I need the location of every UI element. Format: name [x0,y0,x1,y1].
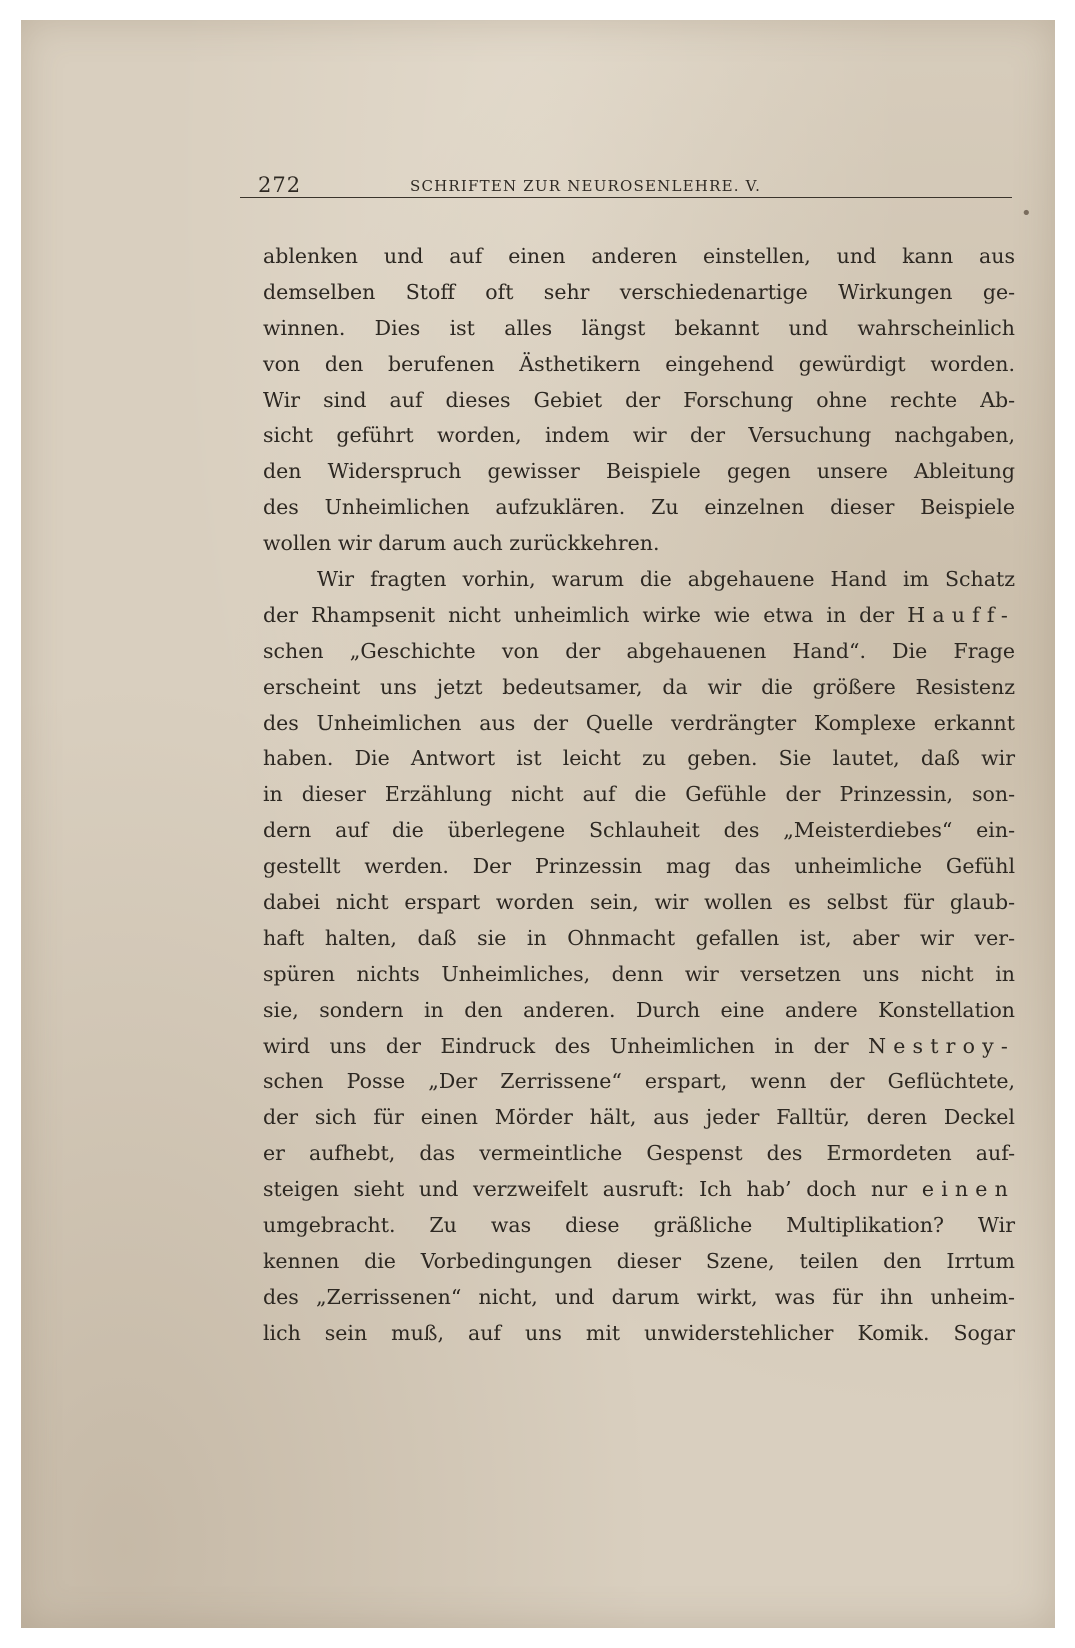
text-line: von den berufenen Ästhetikern eingehend gewürdigt worden. [263,351,1015,376]
text-line [263,598,1015,634]
text-line: den Widerspruch gewisser Beispiele gegen unsere Ableitung [263,459,1015,484]
text-line: sicht geführt worden, indem wir der Versuchung nachgaben, [263,423,1015,448]
body-text [263,239,1015,1352]
text-span: der Rhampsenit nicht unheimlich wirke wie etwa in der [263,602,908,627]
text-line: des Unheimlichen aus der Quelle verdrängter Komplexe erkannt [263,710,1015,735]
spaced-name: Nestroy- [868,1033,1015,1058]
page-header [240,153,1012,198]
text-line: schen „Geschichte von der abgehauenen Hand“. Die Frage [263,638,1015,663]
text-line: dabei nicht erspart worden sein, wir wollen es selbst für glaub- [263,890,1015,915]
text-line: kennen die Vorbedingungen dieser Szene, teilen den Irrtum [263,1248,1015,1273]
text-line: lich sein muß, auf uns mit unwiderstehlicher Komik. Sogar [263,1320,1015,1345]
spaced-word: einen [921,1177,1015,1202]
dot-mark: • [1021,203,1032,224]
text-line: erscheint uns jetzt bedeutsamer, da wir die größere Resistenz [263,674,1015,699]
text-line [263,1172,1015,1208]
text-line: dern auf die überlegene Schlauheit des „Meisterdiebes“ ein- [263,818,1015,843]
text-line: spüren nichts Unheimliches, denn wir versetzen uns nicht in [263,961,1015,986]
text-line: haben. Die Antwort ist leicht zu geben. Sie lautet, daß wir [263,746,1015,771]
text-line: in dieser Erzählung nicht auf die Gefühle der Prinzessin, son- [263,782,1015,807]
text-line: wollen wir darum auch zurückkehren. [263,531,660,556]
text-line: demselben Stoff oft sehr verschiedenartige Wirkungen ge- [263,279,1015,304]
text-line: gestellt werden. Der Prinzessin mag das unheimliche Gefühl [263,854,1015,879]
text-span: steigen sieht und verzweifelt ausruft: Ich hab’ doch nur [263,1177,908,1202]
text-line: Wir sind auf dieses Gebiet der Forschung ohne rechte Ab- [263,387,1015,412]
text-line: ablenken und auf einen anderen einstellen, und kann aus [263,244,1015,268]
text-line: haft halten, daß sie in Ohnmacht gefallen ist, aber wir ver- [263,925,1015,950]
text-span: wird uns der Eindruck des Unheimlichen in der [263,1033,869,1058]
text-line: winnen. Dies ist alles längst bekannt und wahrscheinlich [263,315,1015,340]
text-line: schen Posse „Der Zerrissene“ erspart, wenn der Geflüchtete, [263,1069,1015,1094]
page-number: 272 [258,173,302,197]
text-line: des Unheimlichen aufzuklären. Zu einzelnen dieser Beispiele [263,495,1015,520]
text-line: sie, sondern in den anderen. Durch eine andere Konstellation [263,997,1015,1022]
text-line: umgebracht. Zu was diese gräßliche Multiplikation? Wir [263,1213,1015,1238]
text-line: er aufhebt, das vermeintliche Gespenst des Ermordeten auf- [263,1141,1015,1166]
text-line: des „Zerrissenen“ nicht, und darum wirkt, was für ihn unheim- [263,1284,1015,1309]
text-line: der sich für einen Mörder hält, aus jeder Falltür, deren Deckel [263,1105,1015,1130]
text-line [263,1029,1015,1065]
page [21,20,1055,1628]
spaced-name: Hauff- [907,602,1015,627]
running-title: SCHRIFTEN ZUR NEUROSENLEHRE. V. [410,177,762,195]
text-line: Wir fragten vorhin, warum die abgehauene Hand im Schatz [317,567,1015,592]
